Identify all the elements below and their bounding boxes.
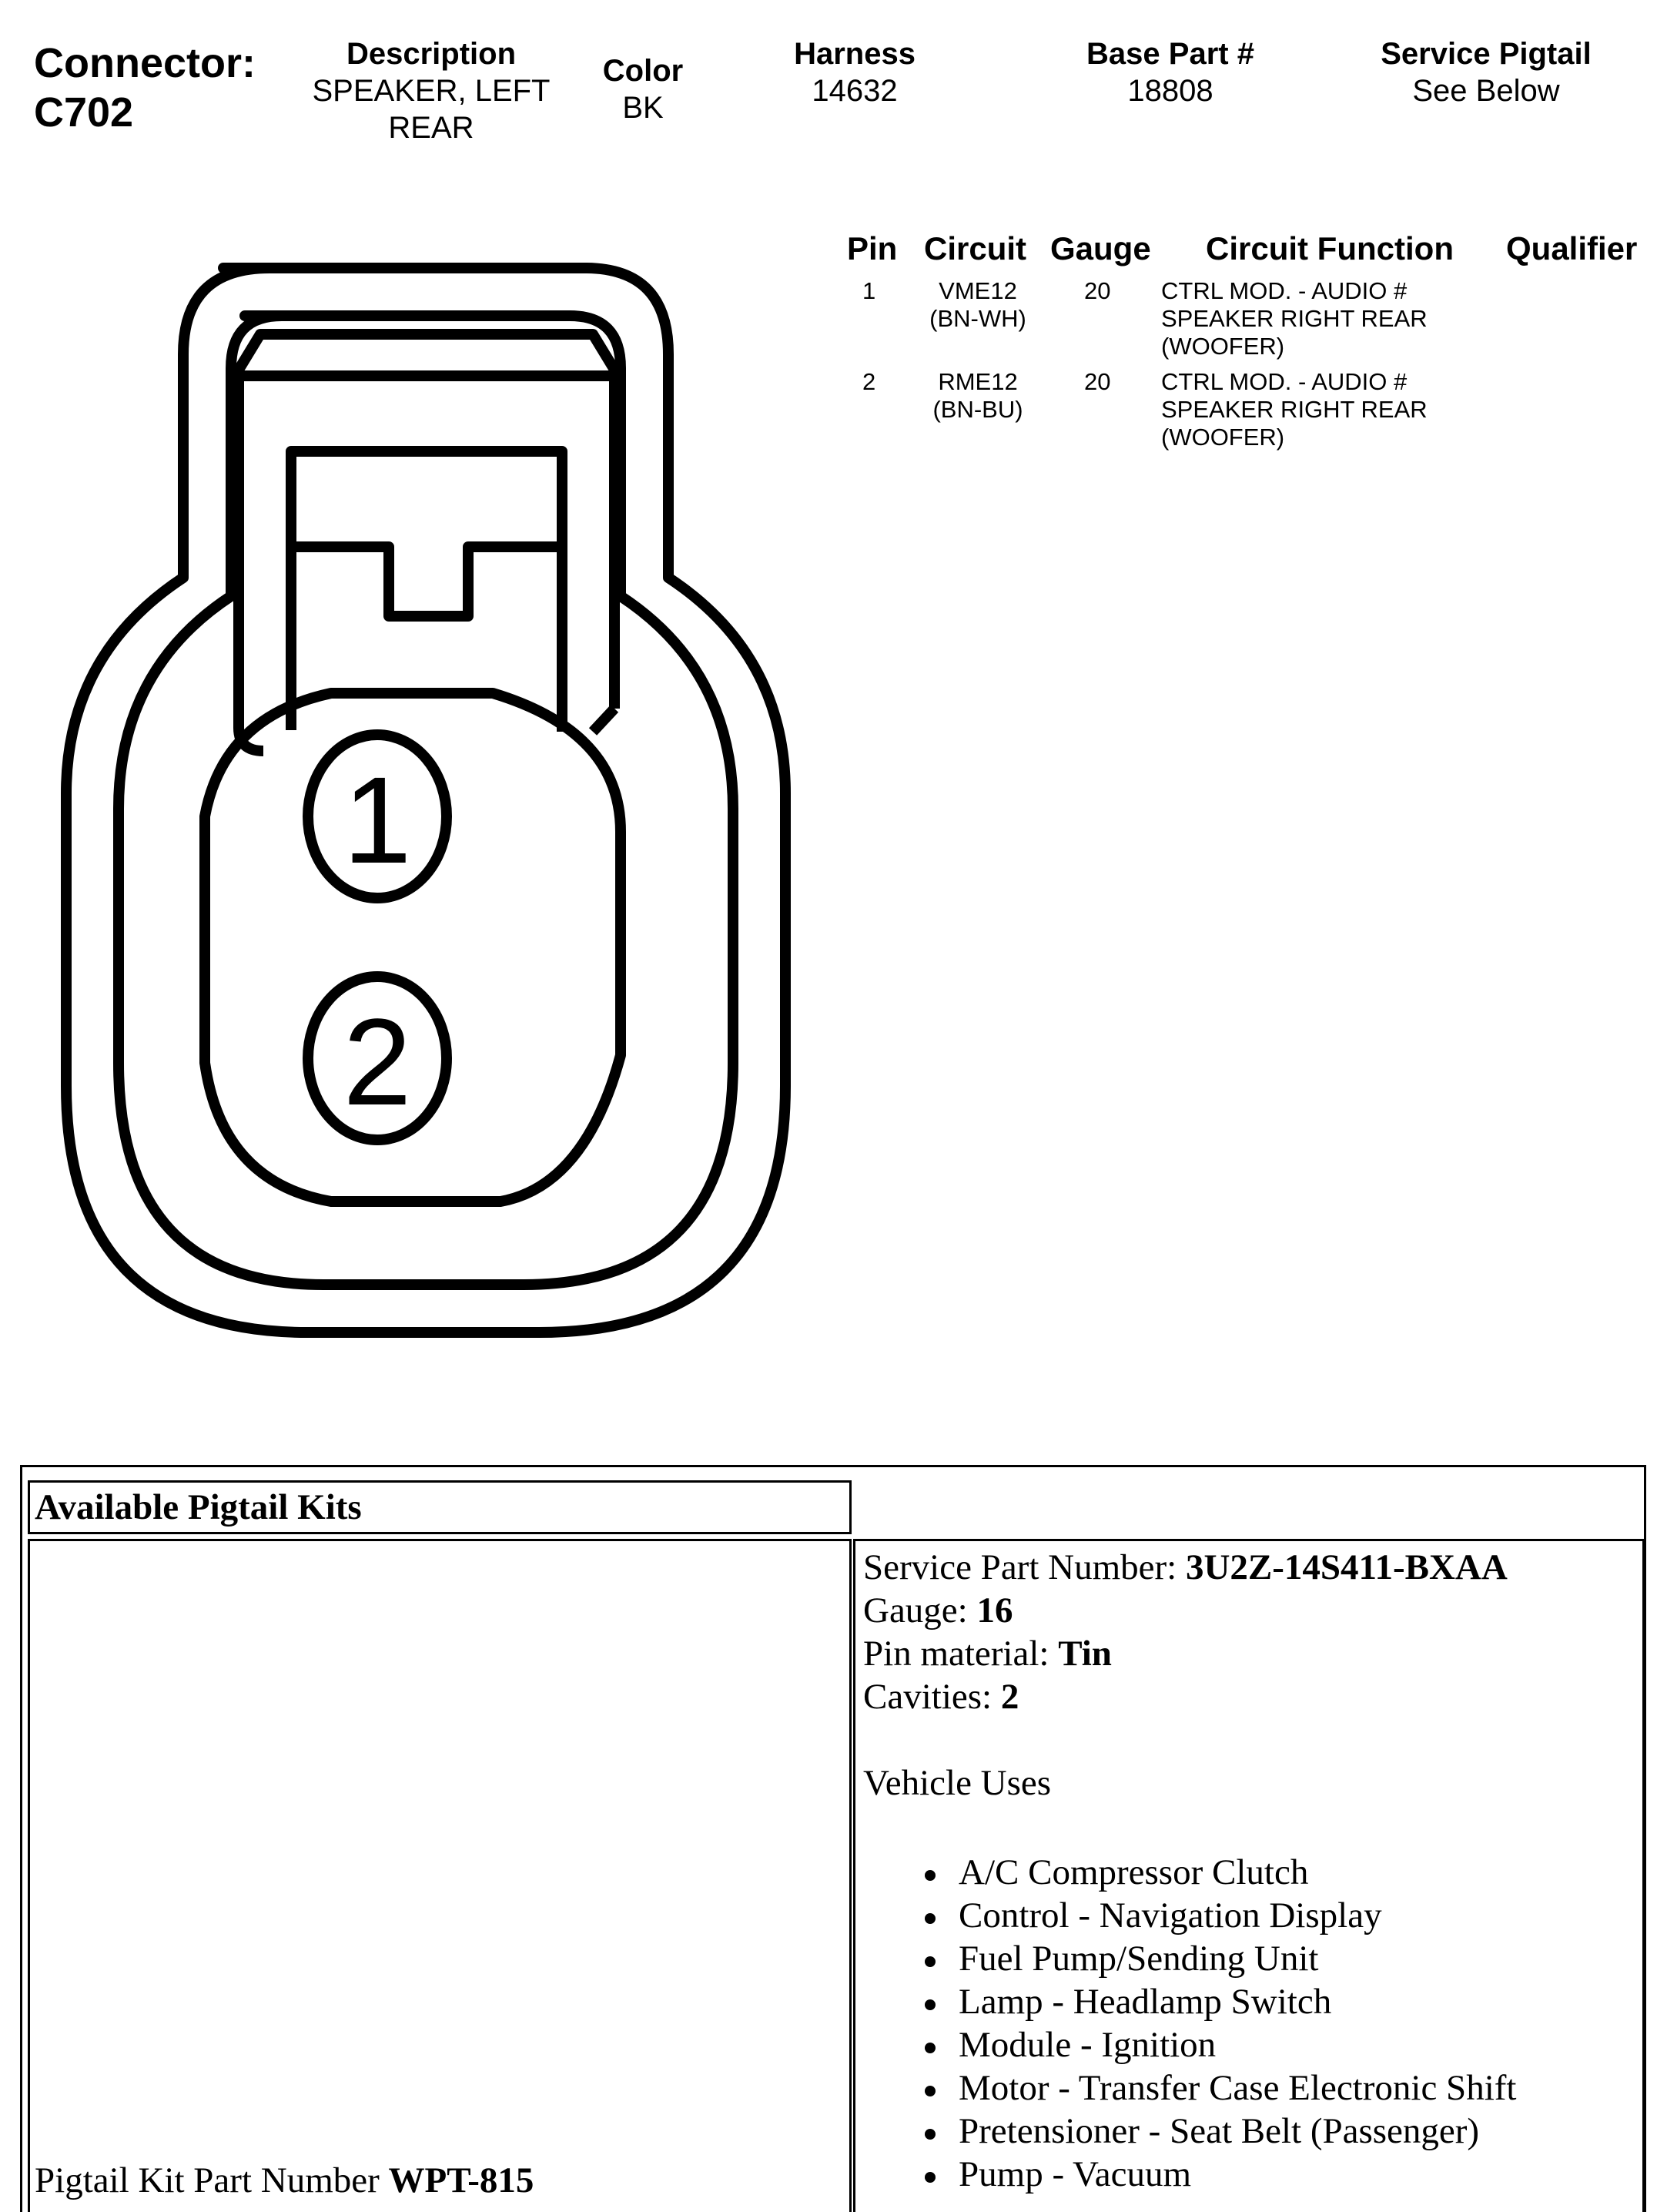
- circuit-code: [916, 368, 1039, 424]
- vehicle-uses-list: [863, 1851, 1642, 2196]
- service-pigtail-value: See Below: [1412, 74, 1560, 108]
- qualifier-header: Qualifier: [1506, 230, 1638, 266]
- circuit-function-line: SPEAKER RIGHT REAR: [1161, 396, 1428, 423]
- list-item: Lamp - Headlamp Switch: [863, 1980, 1642, 2023]
- pin-gauge: 20: [1084, 277, 1111, 304]
- pin-1-label: 1: [343, 751, 412, 889]
- cavities-label: Cavities:: [863, 1677, 1001, 1717]
- list-item: Module - Ignition: [863, 2023, 1642, 2066]
- base-part-column: [1047, 35, 1294, 109]
- vehicle-uses-label: Vehicle Uses: [863, 1763, 1052, 1803]
- description-header: Description: [346, 37, 517, 71]
- pigtail-kit-part-number: [35, 2159, 534, 2202]
- list-item: Control - Navigation Display: [863, 1894, 1642, 1937]
- pigtail-kits-title-cell: [28, 1480, 852, 1534]
- circuit-function-line: (WOOFER): [1161, 424, 1285, 451]
- gauge-header: Gauge: [1050, 230, 1151, 266]
- service-pigtail-header: Service Pigtail: [1381, 37, 1592, 71]
- pin-number: 1: [862, 277, 876, 304]
- connector-id: C702: [34, 89, 134, 136]
- pigtail-image-cell: [28, 1539, 852, 2212]
- list-item: Motor - Transfer Case Electronic Shift: [863, 2066, 1642, 2110]
- connector-label: Connector:: [34, 40, 256, 86]
- cavities-value: 2: [1000, 1677, 1019, 1717]
- circuit-function: [1161, 368, 1428, 451]
- circuit-function-line: CTRL MOD. - AUDIO #: [1161, 277, 1408, 304]
- circuit-code: [916, 277, 1039, 333]
- lock-tab-right-foot: [593, 709, 614, 732]
- pin-material-value: Tin: [1058, 1634, 1112, 1674]
- service-pigtail-column: [1347, 35, 1625, 109]
- connector-title: [34, 39, 256, 137]
- pin-2-label: 2: [343, 993, 412, 1131]
- color-value: BK: [622, 91, 664, 125]
- service-part-value: 3U2Z-14S411-BXAA: [1185, 1547, 1508, 1587]
- service-part-label: Service Part Number:: [863, 1547, 1186, 1587]
- harness-header: Harness: [794, 37, 916, 71]
- pigtail-kits-title: Available Pigtail Kits: [35, 1487, 362, 1527]
- circuit-function-line: CTRL MOD. - AUDIO #: [1161, 368, 1408, 395]
- pin-header: Pin: [847, 230, 898, 266]
- description-column: [293, 35, 570, 146]
- base-part-value: 18808: [1127, 74, 1213, 108]
- service-part-number: [863, 1546, 1642, 1589]
- harness-column: [739, 35, 970, 109]
- pin-material: [863, 1632, 1642, 1675]
- circuit-header: Circuit: [924, 230, 1027, 266]
- circuit-function-line: (WOOFER): [1161, 333, 1285, 360]
- circuit-function-header: Circuit Function: [1206, 230, 1454, 266]
- list-item: Pump - Vacuum: [863, 2153, 1642, 2196]
- pigtail-details-cell: [853, 1539, 1645, 2212]
- list-item: A/C Compressor Clutch: [863, 1851, 1642, 1894]
- kit-part-value: WPT-815: [388, 2160, 534, 2200]
- pigtail-gauge-label: Gauge:: [863, 1590, 977, 1631]
- circuit-function: [1161, 277, 1428, 360]
- pigtail-gauge: [863, 1589, 1642, 1632]
- housing-outer-outline: [66, 268, 785, 1332]
- circuit-wire-color: (BN-WH): [929, 305, 1026, 332]
- pin-number: 2: [862, 368, 876, 395]
- circuit-wire-color: (BN-BU): [932, 396, 1023, 423]
- pin-material-label: Pin material:: [863, 1634, 1059, 1674]
- connector-face-diagram: [46, 254, 801, 1348]
- circuit-id: VME12: [939, 277, 1017, 304]
- harness-value: 14632: [812, 74, 898, 108]
- cavities: [863, 1675, 1642, 1718]
- base-part-header: Base Part #: [1086, 37, 1254, 71]
- list-item: Fuel Pump/Sending Unit: [863, 1937, 1642, 1980]
- color-column: [570, 52, 716, 126]
- kit-part-label: Pigtail Kit Part Number: [35, 2160, 389, 2200]
- latch-notch: [291, 547, 562, 616]
- description-value-line2: REAR: [388, 111, 474, 145]
- list-item: Pretensioner - Seat Belt (Passenger): [863, 2110, 1642, 2153]
- circuit-id: RME12: [938, 368, 1018, 395]
- color-header: Color: [602, 54, 684, 88]
- circuit-function-line: SPEAKER RIGHT REAR: [1161, 305, 1428, 332]
- pin-gauge: 20: [1084, 368, 1111, 395]
- pigtail-gauge-value: 16: [976, 1590, 1013, 1631]
- description-value-line1: SPEAKER, LEFT: [312, 74, 551, 108]
